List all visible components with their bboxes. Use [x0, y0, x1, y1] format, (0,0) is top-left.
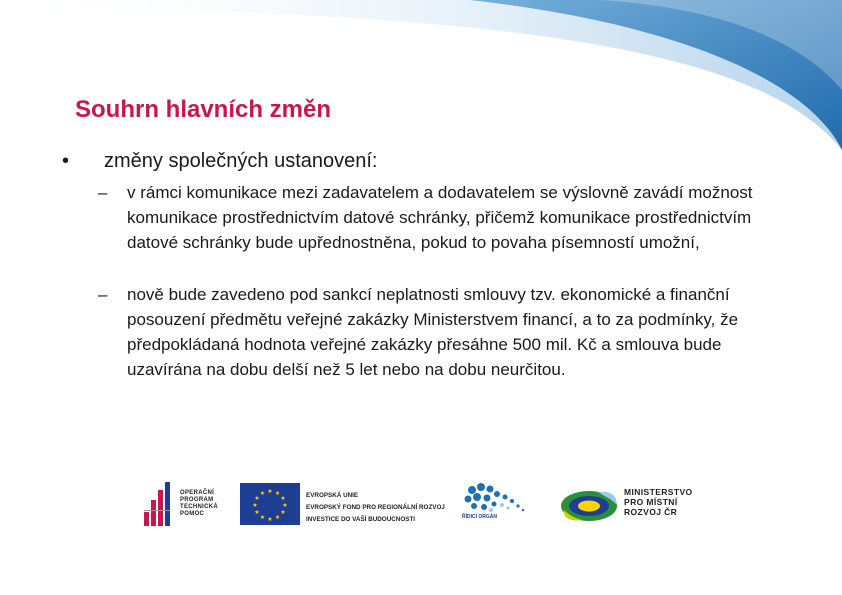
mmr-logo-text: MINISTERSTVO PRO MÍSTNÍ ROZVOJ ČR: [624, 487, 693, 517]
bullet-text: změny společných ustanovení:: [104, 150, 378, 172]
svg-text:★: ★: [267, 516, 273, 523]
ridici-organ-text: ŘÍDICÍ ORGÁN: [462, 514, 497, 520]
ridici-organ-logo-icon: [460, 480, 540, 528]
header-swoosh: [0, 0, 842, 160]
svg-text:★: ★: [274, 490, 281, 497]
footer-logos: [140, 478, 710, 530]
eu-logo-text: EVROPSKÁ UNIE EVROPSKÝ FOND PRO REGIONÁLNÍ ROZVOJ INVESTICE DO VAŠÍ BUDOUCNOSTI: [306, 492, 445, 523]
op-bars-logo-icon: [144, 480, 174, 526]
dash-marker: –: [98, 183, 108, 202]
op-technicka-pomoc-logo: [144, 480, 234, 528]
sub-item-1: [98, 180, 788, 255]
eu-flag-icon: [240, 483, 300, 525]
svg-text:★: ★: [274, 514, 281, 521]
svg-text:★: ★: [259, 490, 266, 497]
bullet-marker: •: [62, 150, 70, 172]
svg-text:★: ★: [280, 509, 286, 516]
svg-text:★: ★: [280, 495, 286, 502]
op-logo-text: OPERAČNÍ PROGRAM TECHNICKÁ POMOC: [180, 490, 219, 517]
mmr-logo-icon: [558, 486, 620, 524]
svg-text:★: ★: [252, 502, 258, 509]
svg-text:★: ★: [282, 502, 288, 509]
sub-item-text: nově bude zavedeno pod sankcí neplatnosti smlouvy tzv. ekonomické a finanční posouzení předmětu veřejné zakázky Ministerstvem financí, a to za podmínky, že předpokládaná hodnota veřejné zakázky přesáhne 500 mil. Kč a smlouva bude uzavírána na dobu delší než 5 let nebo na dobu neurčitou.: [127, 285, 739, 379]
svg-text:★: ★: [259, 514, 266, 521]
svg-text:★: ★: [267, 488, 273, 495]
dash-marker: –: [98, 285, 108, 304]
svg-text:★: ★: [254, 495, 260, 502]
sub-item-text: v rámci komunikace mezi zadavatelem a dodavatelem se výslovně zavádí možnost komunikace prostřednictvím datové schránky, přičemž komunikace prostřednictvím datové schránky bude upřednostněna, pokud to povaha písemností umožní,: [127, 183, 753, 252]
slide-title: Souhrn hlavních změn: [75, 96, 332, 123]
sub-item-2: [98, 282, 788, 382]
svg-text:★: ★: [254, 509, 260, 516]
